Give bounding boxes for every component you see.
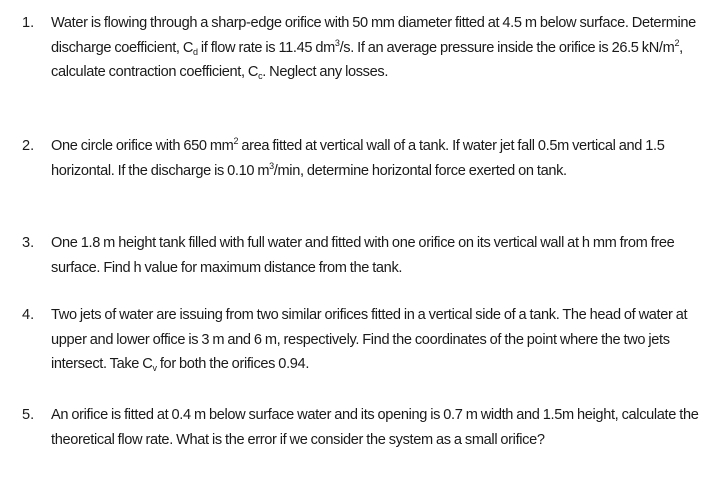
question-3 [22, 231, 712, 280]
question-text: One 1.8 m height tank filled with full water and fitted with one orifice on its vertical wall at h mm from free surface. Find h value for maximum distance from the tank. [51, 235, 675, 276]
question-text: An orifice is fitted at 0.4 m below surface water and its opening is 0.7 m width and 1.5m height, calculate the theoretical flow rate. What is the error if we consider the system as a small orifice? [51, 407, 699, 448]
question-text: One circle orifice with 650 $mm^2$ area fitted at vertical wall of a tank. If water jet fall 0.5m vertical and 1.5 horizontal. If the discharge is 0.10 $m^3/\min$, determine horizontal force exerted on tank. [51, 136, 665, 179]
superscript: 2 [233, 136, 239, 146]
question-text: Two jets of water are issuing from two similar orifices fitted in a vertical side of a tank. The head of water at upper and lower office is 3 m and 6 m, respectively. Find the coordinates of the point where the two jets intersect. Take $C_v$ for both the orifices 0.94. [51, 307, 688, 373]
question-number: 1. [22, 15, 35, 31]
question-5 [22, 403, 712, 452]
superscript: 3 [269, 160, 274, 171]
question-number: 2. [22, 138, 35, 154]
superscript: 2 [674, 37, 680, 48]
question-1 [22, 11, 712, 85]
question-number: 3. [22, 235, 35, 251]
subscript: c [258, 71, 263, 81]
superscript: 3 [334, 37, 340, 48]
question-text: Water is flowing through a sharp-edge orifice with 50 mm diameter fitted at 4.5 m below surface. Determine discharge coefficient, $C_d$ if flow rate is 11.45 $dm^3/s$. If an average pressure inside the orifice is 26.5 $kN/m^2$, calculate contraction coefficient, $C_c$. Neglect any losses. [51, 15, 696, 81]
question-number: 5. [22, 407, 35, 423]
subscript: v [152, 363, 157, 373]
question-number: 4. [22, 307, 35, 323]
question-4 [22, 303, 712, 377]
subscript: d [193, 46, 198, 57]
question-2 [22, 134, 712, 183]
